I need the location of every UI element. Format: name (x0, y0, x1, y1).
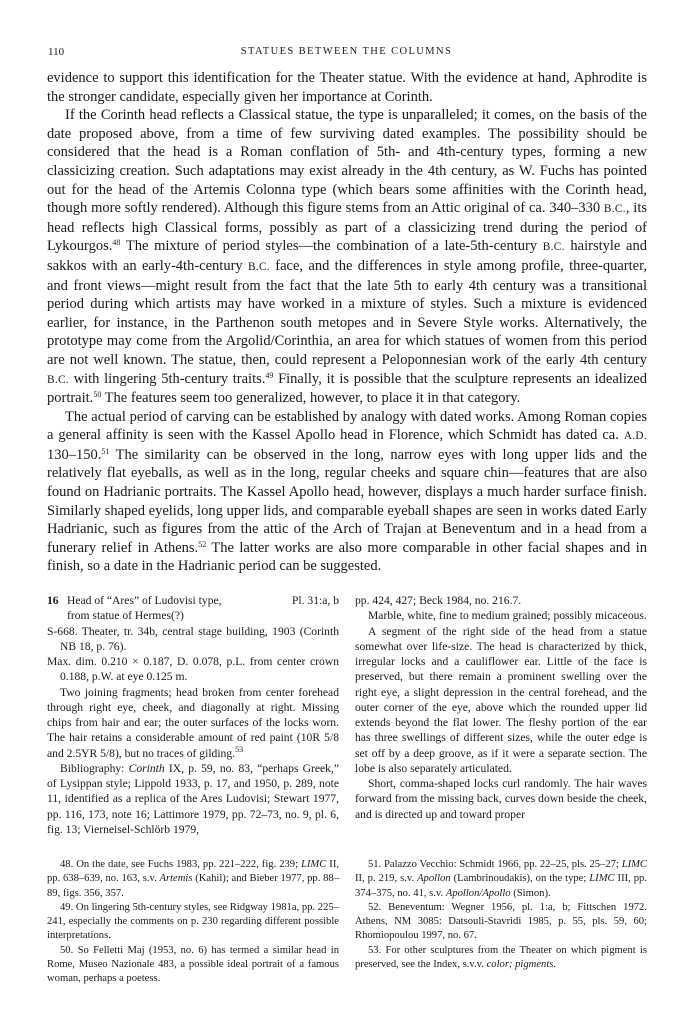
italic-title: Apollon/Apollo (445, 887, 511, 899)
era-abbreviation: A.D. (623, 430, 647, 443)
italic-title: LIMC (621, 859, 647, 870)
main-text (47, 69, 647, 576)
footnote (47, 901, 339, 944)
text-run: . (553, 959, 557, 971)
text-run: IX, p. 59, no. 83, “perhaps Greek,” of Lysippan style; Lippold 1933, p. 17, and 1950, p. 289, note 11, identified as a replica of the Ares Ludovisi; Stewart 1977, pp. 116, 173, note 16; Lattimore 1979, pp. 72–73, no. 9, pl. 6, fig. 13; Vierneisel-Schlörb 1979, (47, 761, 339, 836)
text-run: hairstyle and sakkos with an early-4th-century (47, 238, 647, 274)
footnote (355, 944, 647, 973)
text-run: II, pp. 638–639, no. 163, s.v. (47, 859, 340, 885)
text-run: The features seem too generalized, however, to place it in that category. (101, 390, 521, 407)
text-run: face, and the differences in style among profile, three-quarter, and front views—might result from the fact that the late 5th to early 4th century was a transitional period during which artists may have worked in a mixture of styles. Such a mixture is evidenced earlier, for instance, in the Parthenon south metopes and in Severe Style works. Alternatively, the prototype may come from the Argolid/Corinthia, an area for which statues of women from this period are not well known. The statue, then, could represent a Peloponnesian work of the early 4th century (47, 257, 647, 368)
text-run: evidence to support this identification for the Theater statue. With the evidence at hand, Aphrodite is the stronger candidate, especially given her importance at Corinth. (47, 70, 647, 105)
italic-title: LIMC (301, 859, 327, 870)
catalog-description: Short, comma-shaped locks curl randomly. The hair waves forward from the missing back, curves down beside the cheek, and is directed up and toward proper (355, 777, 647, 821)
body-paragraph (47, 408, 647, 576)
catalog-dimensions: Max. dim. 0.210 × 0.187, D. 0.078, p.L. from center crown 0.188, p.W. at eye 0.125 m. (47, 655, 339, 684)
catalog-entry-left (47, 593, 339, 837)
body-paragraph (47, 69, 647, 106)
plate-reference[interactable]: Pl. 31:a, b (291, 594, 339, 607)
footnote (47, 944, 339, 987)
catalog-material: Marble, white, fine to medium grained; possibly micaceous. (368, 609, 647, 623)
catalog-inventory: S-668. Theater, tr. 34b, central stage building, 1903 (Corinth NB 18, p. 76). (47, 624, 339, 653)
text-run: Bibliography: (60, 761, 129, 775)
text-run: Finally, it is possible that the sculpture represents an idealized portrait. (47, 370, 647, 407)
text-run: The latter works are also more comparable in other facial shapes and in finish, so a date in the Hadrianic period can be suggested. (47, 539, 647, 575)
footnotes-left (47, 858, 339, 987)
italic-title: Artemis (159, 873, 193, 885)
era-abbreviation: B.C. (603, 203, 626, 216)
footnote-ref[interactable]: 50 (93, 390, 102, 400)
era-abbreviation: B.C. (542, 241, 565, 254)
catalog-bibliography-continued: pp. 424, 427; Beck 1984, no. 216.7. (355, 594, 522, 607)
catalog-subtitle: from statue of Hermes(?) (67, 609, 184, 623)
running-title: STATUES BETWEEN THE COLUMNS (240, 46, 453, 57)
text-run: (Simon). (510, 887, 551, 899)
footnote-ref[interactable]: 48 (112, 238, 121, 248)
text-run: 51. Palazzo Vecchio: Schmidt 1966, pp. 22–25, pls. 25–27; (368, 859, 622, 870)
body-paragraph (47, 106, 647, 408)
text-run: The similarity can be observed in the long, narrow eyes with long upper lids and the relatively flat eyeballs, as well as in the long, regular cheeks and square chin—features that are also found on Hadrianic portraits. The Kassel Apollo head, however, displays a much harder surface finish. Similarly shaped eyelids, long upper lids, and comparable eyeball shapes are seen in works dated Early Hadrianic, such as figures from the attic of the Arch of Trajan at Beneventum and in a head from a funerary relief in Athens. (47, 446, 647, 556)
text-run: II, p. 219, s.v. (355, 873, 418, 885)
catalog-title: Head of “Ares” of Ludovisi type, (67, 594, 222, 607)
text-run: 53. For other sculptures from the Theater on which pigment is preserved, see the Index, s.v.v. (355, 944, 647, 971)
italic-title: Corinth (128, 761, 165, 775)
footnote (355, 901, 647, 944)
text-run: The mixture of period styles—the combination of a late-5th-century (120, 238, 543, 255)
catalog-description: A segment of the right side of the head from a statue somewhat over life-size. The head is characterized by thick, irregular locks and a cauliflower ear. Little of the face is preserved, but there remain a prominent swelling over the right eye, a slight depression in the central forehead, and the outer corner of the eye, above which the rounded upper lid extends beyond the flat lower. The fleshy portion of the ear has three swellings of different sizes, while the outer edge is set off by a deep groove, as if it were a separate section. The lobe is also separately articulated. (355, 624, 647, 775)
footnotes-right (355, 858, 647, 972)
text-run: 50. So Felletti Maj (1953, no. 6) has termed a similar head in Rome, Museo Nazionale 483, a possible ideal portrait of a famous woman, perhaps a poetess. (47, 944, 339, 985)
italic-title: LIMC (589, 873, 615, 885)
catalog-entry-right (355, 593, 647, 822)
text-run: , its head reflects high Classical forms, possibly as part of a classicizing trend during the period of Lykourgos. (47, 200, 647, 255)
footnote (355, 858, 647, 901)
footnote-ref[interactable]: 52 (198, 539, 207, 549)
catalog-condition (47, 685, 339, 761)
text-run: (Kahil); and Bieber 1977, pp. 88–89, figs. 356, 357. (47, 873, 339, 899)
page-number: 110 (48, 46, 65, 58)
text-run: 52. Beneventum: Wegner 1956, pl. 1:a, b; Fittschen 1972. Athens, NM 3085: Datsouli-Stavridi 1985, p. 55, pls. 59, 60; Rhomiopoulou 1997, no. 67. (355, 901, 647, 942)
text-run: III, pp. 374–375, no. 41, s.v. (355, 873, 647, 899)
italic-title: Apollon (417, 873, 451, 885)
footnote-ref[interactable]: 53 (235, 744, 244, 754)
text-run: 130–150. (47, 446, 102, 463)
era-abbreviation: B.C. (47, 373, 69, 386)
catalog-bibliography (47, 761, 339, 837)
era-abbreviation: B.C. (248, 260, 270, 273)
footnote-ref[interactable]: 49 (265, 370, 274, 380)
footnote-ref[interactable]: 51 (101, 446, 110, 456)
running-header (48, 46, 645, 62)
catalog-heading (47, 593, 339, 608)
text-run: Two joining fragments; head broken from center forehead through right eye, cheek, and diagonally at right. Missing chips from hair and ear; the outer surfaces of the locks worn. The hair retains a considerable amount of red paint (10R 5/8 and 2.5YR 5/8), but no traces of gilding. (47, 685, 339, 760)
text-run: (Lambrinoudakis), on the type; (450, 873, 590, 885)
footnote (47, 858, 339, 901)
text-run: 49. On lingering 5th-century styles, see Ridgway 1981a, pp. 225–241, especially the comments on p. 230 regarding different possible interpretations. (47, 901, 339, 942)
text-run: 48. On the date, see Fuchs 1983, pp. 221–222, fig. 239; (60, 859, 302, 870)
catalog-number: 16 (47, 594, 59, 607)
text-run: If the Corinth head reflects a Classical statue, the type is unparalleled; it comes, on the basis of the date proposed above, from a time of few surviving dated examples. The possibility should be considered that the head is a Roman conflation of 5th- and 4th-century types, forming a new classicizing creation. Such adaptations may exist already in the 4th century, as W. Fuchs has pointed out for the head of the Artemis Colonna type (which bears some affinities with the Corinth head, though more softly rendered). Although this figure stems from an Attic original of ca. 340–330 (47, 107, 647, 217)
text-run: with lingering 5th-century traits. (68, 370, 266, 387)
italic-title: color; pigments (486, 959, 554, 971)
text-run: The actual period of carving can be established by analogy with dated works. Among Roman copies a general affinity is seen with the Kassel Apollo head in Florence, which Schmidt has dated ca. (47, 408, 647, 444)
